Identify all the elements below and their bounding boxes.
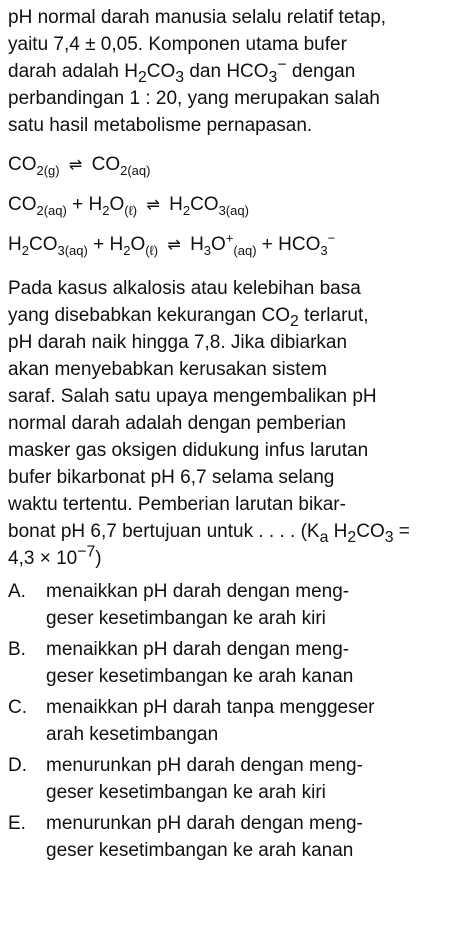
question-line-6: normal darah adalah dengan pemberian [8,413,347,434]
option-d[interactable]: D. menurunkan pH darah dengan meng- geser kesetimbangan ke arah kiri [8,752,458,806]
intro-line-5: satu hasil metabolisme pernapasan. [8,115,313,136]
question-line-3: pH darah naik hingga 7,8. Jika dibiarkan [8,332,348,353]
question-line-7: masker gas oksigen didukung infus larutan [8,440,369,461]
question-line-8: bufer bikarbonat pH 6,7 selama selang [8,467,335,488]
option-a[interactable]: A. menaikkan pH darah dengan meng- geser kesetimbangan ke arah kiri [8,578,458,632]
equilibrium-arrow-icon: ⇌ [146,197,160,214]
option-letter: C. [8,697,27,718]
option-e[interactable]: E. menurunkan pH darah dengan meng- geser kesetimbangan ke arah kanan [8,810,458,864]
intro-line-3: darah adalah $H_2CO_3$ dan $HCO_3^-$ dengan [8,56,356,86]
question-line-10: bonat pH 6,7 bertujuan untuk . . . . ($K_a$ $H_2CO_3$ = [8,521,410,546]
option-text: menaikkan pH darah dengan meng- [46,581,350,602]
option-letter: D. [8,755,27,776]
question-line-5: saraf. Salah satu upaya mengembalikan pH [8,386,377,407]
equilibrium-arrow-icon: ⇌ [68,157,83,174]
answer-options [8,578,458,864]
equation-2: $CO_{2(aq)} + H_2O_{(\ell)}$ ⇌ $H_2CO_{3(aq)}$ [8,194,249,218]
question-line-1: Pada kasus alkalosis atau kelebihan basa [8,278,361,299]
option-c[interactable]: C. menaikkan pH darah tanpa menggeser arah kesetimbangan [8,694,458,748]
option-text: menaikkan pH darah dengan meng- [46,639,350,660]
option-letter: E. [8,813,26,834]
intro-paragraph [8,4,458,139]
intro-line-1: pH normal darah manusia selalu relatif tetap, [8,7,387,28]
option-text: menurunkan pH darah dengan meng- [46,813,363,834]
equation-1: $CO_{2(g)}$ ⇌ $CO_{2(aq)}$ [8,154,151,178]
question-line-9: waktu tertentu. Pemberian larutan bikar- [8,494,346,515]
option-letter: A. [8,581,26,602]
option-b[interactable]: B. menaikkan pH darah dengan meng- geser kesetimbangan ke arah kanan [8,636,458,690]
intro-line-4: perbandingan 1 : 20, yang merupakan salah [8,88,380,109]
question-line-4: akan menyebabkan kerusakan sistem [8,359,327,380]
question-line-2: yang disebabkan kekurangan $CO_2$ terlarut, [8,305,369,330]
option-text: menurunkan pH darah dengan meng- [46,755,363,776]
equilibrium-arrow-icon: ⇌ [167,237,181,254]
question-paragraph [8,275,458,572]
option-letter: B. [8,639,26,660]
intro-line-2: yaitu 7,4 ± 0,05. Komponen utama bufer [8,34,347,55]
equation-3: $H_2CO_{3(aq)} + H_2O_{(\ell)}$ ⇌ $H_3O^+_{(aq)} + HCO_3^-$ [8,230,336,258]
option-text: menaikkan pH darah tanpa menggeser [46,697,375,718]
question-line-11: $4,3 \times 10^{-7}$) [8,543,102,569]
